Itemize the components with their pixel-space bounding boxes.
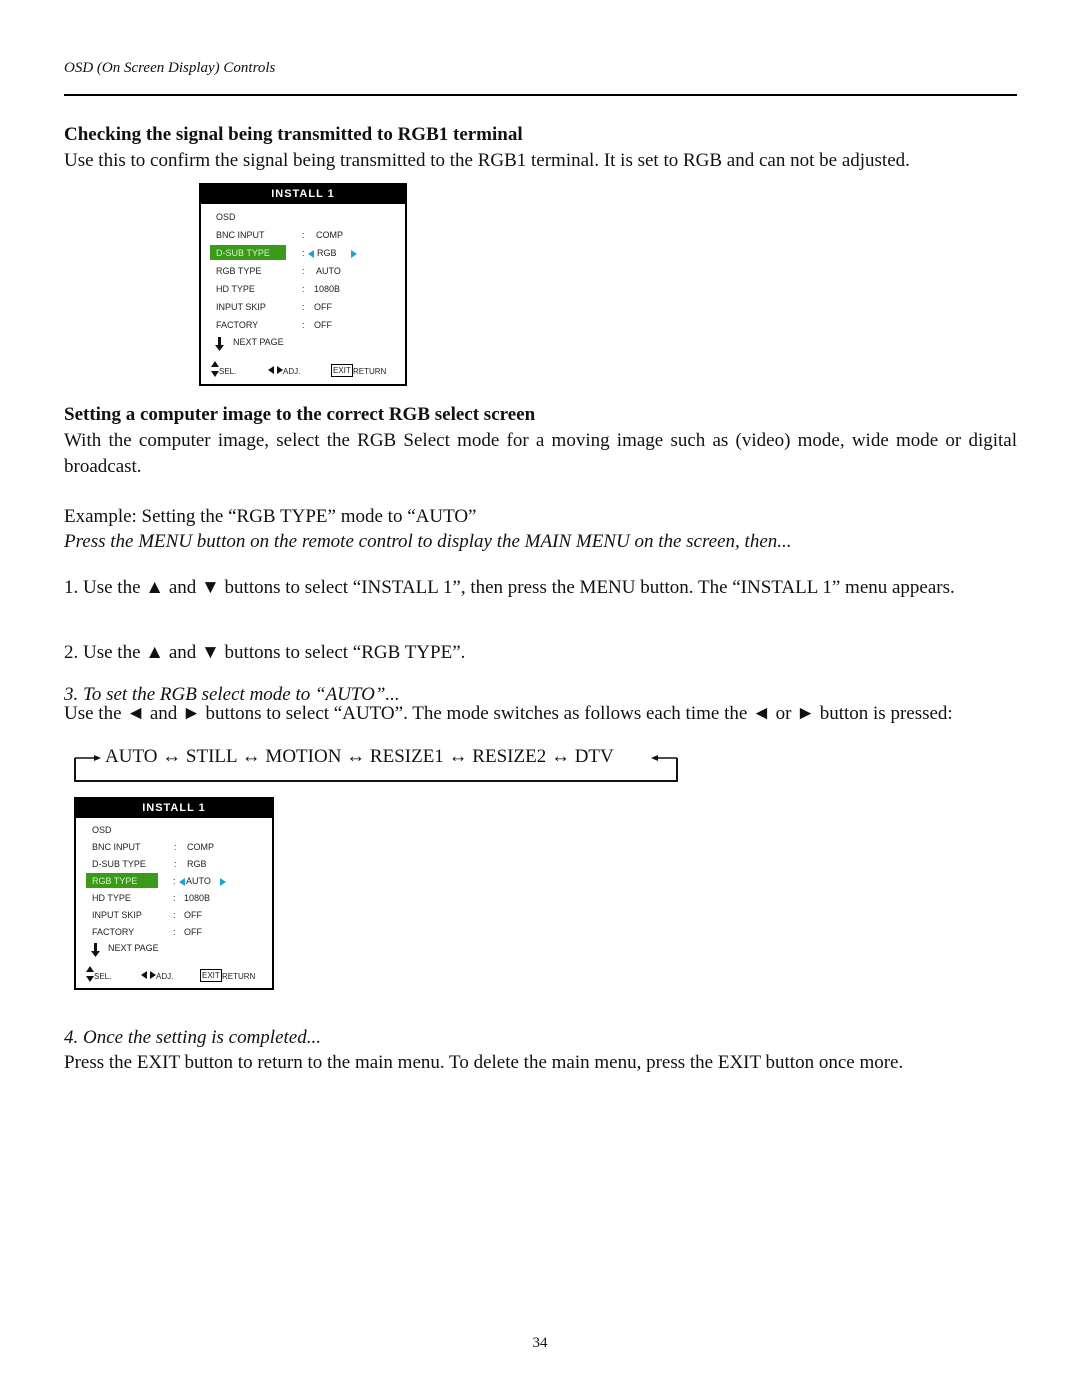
- osd-colon: :: [173, 893, 176, 903]
- osd-footer-return: RETURN: [353, 367, 387, 376]
- step1: 1. Use the ▲ and ▼ buttons to select “INSTALL 1”, then press the MENU button. The “INSTALL 1” menu appears.: [64, 577, 955, 598]
- section1-heading: Checking the signal being transmitted to RGB1 terminal: [64, 124, 523, 145]
- section2-body: With the computer image, select the RGB Select mode for a moving image such as (video) mode, wide mode or digital broadcast.: [64, 430, 1017, 477]
- osd-footer-adj: ADJ.: [156, 972, 174, 981]
- osd-row-dsub-type-value: RGB: [317, 248, 337, 258]
- running-header: OSD (On Screen Display) Controls: [64, 60, 276, 76]
- osd-row-input-skip-label: INPUT SKIP: [216, 302, 266, 312]
- osd-colon: :: [174, 859, 177, 869]
- left-arrow-icon: [179, 878, 185, 886]
- right-arrow-icon: [351, 250, 357, 258]
- osd-row-rgb-type-label: RGB TYPE: [216, 266, 262, 276]
- step4-body: Press the EXIT button to return to the main menu. To delete the main menu, press the EXIT button once more.: [64, 1052, 904, 1073]
- osd-colon: :: [173, 910, 176, 920]
- osd-footer-return: RETURN: [222, 972, 256, 981]
- press-menu-line: Press the MENU button on the remote control to display the MAIN MENU on the screen, then...: [64, 531, 792, 552]
- osd-row-bnc-input-label: BNC INPUT: [92, 842, 141, 852]
- osd-row-factory-value: OFF: [184, 927, 202, 937]
- osd-row-rgb-type-value: AUTO: [186, 876, 211, 886]
- page-number: 34: [532, 1335, 548, 1351]
- osd-row-dsub-type-label: D-SUB TYPE: [216, 248, 270, 258]
- osd-colon: :: [174, 842, 177, 852]
- osd-row-bnc-input-label: BNC INPUT: [216, 230, 265, 240]
- osd-row-hd-type-label: HD TYPE: [92, 893, 131, 903]
- up-down-arrow-icon: [86, 966, 94, 982]
- osd-row-bnc-input-value: COMP: [187, 842, 214, 852]
- osd-next-page: NEXT PAGE: [108, 943, 159, 953]
- osd-row-dsub-type-label: D-SUB TYPE: [92, 859, 146, 869]
- osd-footer-sel: SEL.: [219, 367, 237, 376]
- osd-colon: :: [302, 302, 305, 312]
- down-arrow-icon: [215, 337, 224, 351]
- header-rule: [64, 94, 1017, 96]
- exit-key-icon: EXIT: [202, 971, 220, 980]
- osd-row-rgb-type-value: AUTO: [316, 266, 341, 276]
- osd-row-hd-type-label: HD TYPE: [216, 284, 255, 294]
- step3-body: Use the ◄ and ► buttons to select “AUTO”. The mode switches as follows each time the ◄ or ► button is pressed:: [64, 703, 953, 724]
- osd-next-page: NEXT PAGE: [233, 337, 284, 347]
- osd-row-osd: OSD: [216, 212, 236, 222]
- left-right-arrow-icon: [141, 971, 156, 979]
- osd-colon: :: [302, 266, 305, 276]
- down-arrow-icon: [91, 943, 100, 957]
- osd-menu-install1-dsub: [199, 183, 407, 386]
- osd-row-hd-type-value: 1080B: [314, 284, 341, 294]
- osd-row-input-skip-label: INPUT SKIP: [92, 910, 142, 920]
- osd-menu-install1-rgbtype: [74, 797, 274, 990]
- osd-row-factory-label: FACTORY: [216, 320, 259, 330]
- osd-row-hd-type-value: 1080B: [184, 893, 211, 903]
- osd-colon: :: [173, 927, 176, 937]
- osd-row-rgb-type-label: RGB TYPE: [92, 876, 138, 886]
- step3-title: 3. To set the RGB select mode to “AUTO”...: [64, 684, 400, 705]
- mode-cycle-text: AUTO ↔ STILL ↔ MOTION ↔ RESIZE1 ↔ RESIZE2 ↔ DTV: [105, 746, 614, 767]
- osd-row-input-skip-value: OFF: [314, 302, 332, 312]
- osd-menu-title: INSTALL 1: [76, 799, 272, 818]
- osd-row-input-skip-value: OFF: [184, 910, 202, 920]
- exit-key-icon: EXIT: [333, 366, 351, 375]
- osd-footer-adj: ADJ.: [283, 367, 301, 376]
- section1-body: Use this to confirm the signal being transmitted to the RGB1 terminal. It is set to RGB and can not be adjusted.: [64, 150, 910, 171]
- osd-colon: :: [173, 876, 176, 886]
- osd-menu-title: INSTALL 1: [201, 185, 405, 204]
- step2: 2. Use the ▲ and ▼ buttons to select “RGB TYPE”.: [64, 642, 466, 663]
- osd-row-bnc-input-value: COMP: [316, 230, 343, 240]
- section2-heading: Setting a computer image to the correct RGB select screen: [64, 404, 536, 425]
- step4-title: 4. Once the setting is completed...: [64, 1027, 321, 1048]
- left-right-arrow-icon: [268, 366, 283, 374]
- osd-row-factory-label: FACTORY: [92, 927, 135, 937]
- osd-colon: :: [302, 230, 305, 240]
- osd-row-osd: OSD: [92, 825, 112, 835]
- up-down-arrow-icon: [211, 361, 219, 377]
- example-line: Example: Setting the “RGB TYPE” mode to “AUTO”: [64, 506, 477, 527]
- osd-colon: :: [302, 248, 305, 258]
- osd-row-dsub-type-value: RGB: [187, 859, 207, 869]
- osd-row-factory-value: OFF: [314, 320, 332, 330]
- left-arrow-icon: [308, 250, 314, 258]
- right-arrow-icon: [220, 878, 226, 886]
- osd-colon: :: [302, 320, 305, 330]
- osd-colon: :: [302, 284, 305, 294]
- osd-footer-sel: SEL.: [94, 972, 112, 981]
